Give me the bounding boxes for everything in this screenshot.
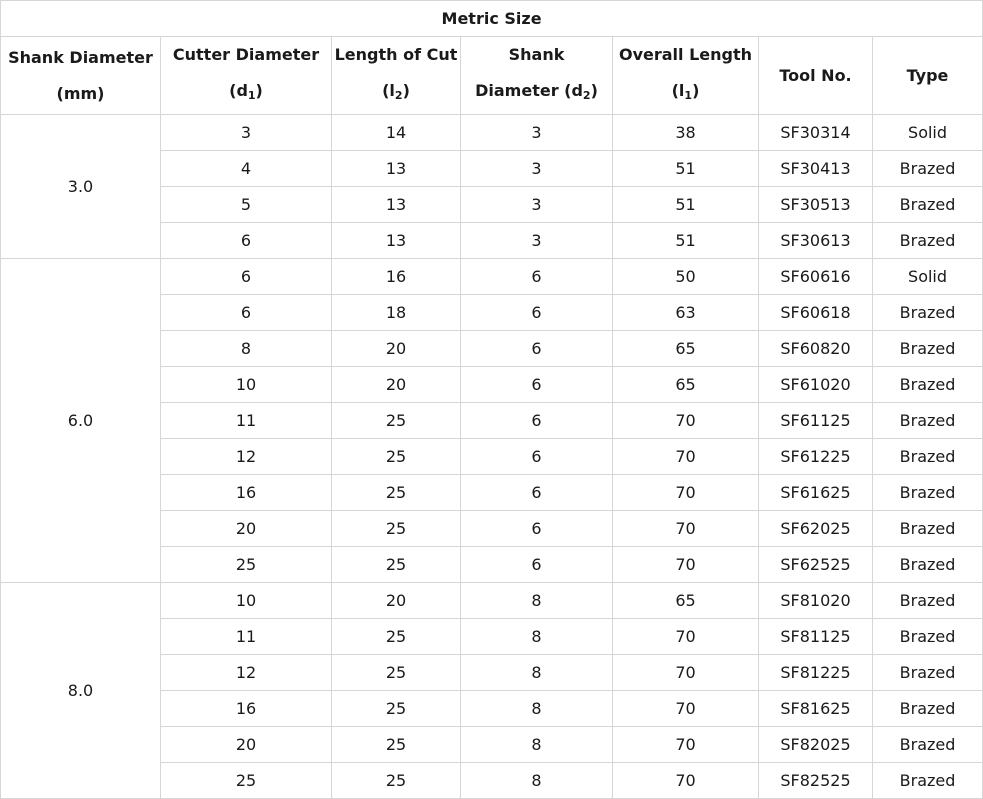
type-cell: Brazed (873, 619, 983, 655)
table-row (1, 259, 983, 295)
type-cell: Brazed (873, 547, 983, 583)
length-of-cut-cell: 25 (332, 691, 461, 727)
overall-length-cell: 70 (613, 691, 759, 727)
type-cell: Brazed (873, 295, 983, 331)
shank-d2-cell: 6 (461, 439, 613, 475)
shank-diameter-cell: 6.0 (1, 259, 161, 583)
overall-length-cell: 70 (613, 475, 759, 511)
table-body (1, 115, 983, 799)
header-line: (l (382, 81, 395, 100)
cutter-diameter-cell: 8 (161, 331, 332, 367)
tool-no-cell: SF61020 (759, 367, 873, 403)
table-row (1, 115, 983, 151)
length-of-cut-cell: 25 (332, 727, 461, 763)
shank-d2-cell: 3 (461, 115, 613, 151)
overall-length-cell: 70 (613, 655, 759, 691)
length-of-cut-cell: 25 (332, 475, 461, 511)
header-subscript: 1 (247, 89, 256, 102)
length-of-cut-cell: 25 (332, 547, 461, 583)
type-cell: Brazed (873, 367, 983, 403)
cutter-diameter-cell: 6 (161, 223, 332, 259)
shank-d2-cell: 6 (461, 295, 613, 331)
length-of-cut-cell: 25 (332, 403, 461, 439)
header-line: Diameter (d (475, 81, 583, 100)
header-line: (d (229, 81, 248, 100)
header-subscript: 2 (582, 89, 591, 102)
shank-d2-cell: 3 (461, 223, 613, 259)
shank-d2-cell: 3 (461, 151, 613, 187)
tool-no-cell: SF30513 (759, 187, 873, 223)
cutter-diameter-cell: 25 (161, 763, 332, 799)
cutter-diameter-cell: 10 (161, 367, 332, 403)
header-length-of-cut (332, 37, 461, 115)
tool-no-cell: SF61225 (759, 439, 873, 475)
header-line: ) (255, 81, 263, 100)
cutter-diameter-cell: 25 (161, 547, 332, 583)
shank-d2-cell: 6 (461, 403, 613, 439)
overall-length-cell: 70 (613, 439, 759, 475)
type-cell: Brazed (873, 583, 983, 619)
overall-length-cell: 70 (613, 511, 759, 547)
cutter-diameter-cell: 3 (161, 115, 332, 151)
header-shank-diameter-d2 (461, 37, 613, 115)
length-of-cut-cell: 14 (332, 115, 461, 151)
tool-no-cell: SF82525 (759, 763, 873, 799)
tool-no-cell: SF62025 (759, 511, 873, 547)
shank-d2-cell: 8 (461, 691, 613, 727)
length-of-cut-cell: 13 (332, 223, 461, 259)
shank-d2-cell: 8 (461, 763, 613, 799)
tool-no-cell: SF81625 (759, 691, 873, 727)
length-of-cut-cell: 18 (332, 295, 461, 331)
cutter-diameter-cell: 20 (161, 727, 332, 763)
shank-diameter-cell: 8.0 (1, 583, 161, 799)
cutter-diameter-cell: 6 (161, 259, 332, 295)
header-line: ) (692, 81, 700, 100)
shank-d2-cell: 8 (461, 619, 613, 655)
overall-length-cell: 51 (613, 151, 759, 187)
header-overall-length (613, 37, 759, 115)
type-cell: Brazed (873, 331, 983, 367)
header-line: ) (590, 81, 598, 100)
overall-length-cell: 70 (613, 727, 759, 763)
overall-length-cell: 70 (613, 619, 759, 655)
shank-d2-cell: 8 (461, 583, 613, 619)
cutter-diameter-cell: 10 (161, 583, 332, 619)
cutter-diameter-cell: 12 (161, 655, 332, 691)
shank-d2-cell: 6 (461, 259, 613, 295)
type-cell: Brazed (873, 187, 983, 223)
header-shank-diameter (1, 37, 161, 115)
length-of-cut-cell: 13 (332, 187, 461, 223)
overall-length-cell: 70 (613, 547, 759, 583)
cutter-diameter-cell: 6 (161, 295, 332, 331)
type-cell: Solid (873, 115, 983, 151)
table-title: Metric Size (1, 1, 983, 37)
length-of-cut-cell: 25 (332, 655, 461, 691)
shank-d2-cell: 8 (461, 655, 613, 691)
header-line: (l (671, 81, 685, 100)
header-line: Overall Length (618, 45, 753, 64)
tool-no-cell: SF60618 (759, 295, 873, 331)
shank-d2-cell: 6 (461, 511, 613, 547)
header-cutter-diameter (161, 37, 332, 115)
header-line: Shank Diameter (8, 47, 153, 67)
overall-length-cell: 50 (613, 259, 759, 295)
length-of-cut-cell: 25 (332, 439, 461, 475)
overall-length-cell: 65 (613, 331, 759, 367)
type-cell: Brazed (873, 403, 983, 439)
shank-diameter-cell: 3.0 (1, 115, 161, 259)
type-cell: Brazed (873, 511, 983, 547)
length-of-cut-cell: 20 (332, 331, 461, 367)
type-cell: Brazed (873, 691, 983, 727)
cutter-diameter-cell: 16 (161, 691, 332, 727)
cutter-diameter-cell: 5 (161, 187, 332, 223)
type-cell: Brazed (873, 655, 983, 691)
header-tool-no: Tool No. (759, 37, 873, 115)
type-cell: Brazed (873, 439, 983, 475)
overall-length-cell: 51 (613, 223, 759, 259)
header-subscript: 2 (394, 89, 403, 102)
header-type: Type (873, 37, 983, 115)
shank-d2-cell: 6 (461, 475, 613, 511)
cutter-diameter-cell: 20 (161, 511, 332, 547)
cutter-diameter-cell: 11 (161, 619, 332, 655)
tool-no-cell: SF61125 (759, 403, 873, 439)
type-cell: Brazed (873, 763, 983, 799)
tool-no-cell: SF62525 (759, 547, 873, 583)
overall-length-cell: 70 (613, 403, 759, 439)
type-cell: Solid (873, 259, 983, 295)
tool-no-cell: SF81020 (759, 583, 873, 619)
tool-no-cell: SF81225 (759, 655, 873, 691)
length-of-cut-cell: 25 (332, 763, 461, 799)
overall-length-cell: 65 (613, 583, 759, 619)
shank-d2-cell: 3 (461, 187, 613, 223)
type-cell: Brazed (873, 475, 983, 511)
length-of-cut-cell: 20 (332, 583, 461, 619)
header-line: (mm) (56, 83, 105, 103)
length-of-cut-cell: 16 (332, 259, 461, 295)
type-cell: Brazed (873, 151, 983, 187)
cutter-diameter-cell: 4 (161, 151, 332, 187)
header-line: Length of Cut (334, 45, 458, 64)
type-cell: Brazed (873, 727, 983, 763)
overall-length-cell: 51 (613, 187, 759, 223)
tool-no-cell: SF60820 (759, 331, 873, 367)
tool-no-cell: SF30314 (759, 115, 873, 151)
header-subscript: 1 (684, 89, 693, 102)
shank-d2-cell: 6 (461, 331, 613, 367)
length-of-cut-cell: 20 (332, 367, 461, 403)
overall-length-cell: 65 (613, 367, 759, 403)
overall-length-cell: 70 (613, 763, 759, 799)
table-row (1, 583, 983, 619)
tool-no-cell: SF61625 (759, 475, 873, 511)
header-line: Cutter Diameter (172, 45, 320, 64)
cutter-diameter-cell: 12 (161, 439, 332, 475)
length-of-cut-cell: 13 (332, 151, 461, 187)
header-line: Shank (508, 45, 565, 64)
tool-no-cell: SF30413 (759, 151, 873, 187)
shank-d2-cell: 6 (461, 547, 613, 583)
tool-no-cell: SF60616 (759, 259, 873, 295)
tool-no-cell: SF82025 (759, 727, 873, 763)
shank-d2-cell: 8 (461, 727, 613, 763)
type-cell: Brazed (873, 223, 983, 259)
length-of-cut-cell: 25 (332, 511, 461, 547)
overall-length-cell: 38 (613, 115, 759, 151)
overall-length-cell: 63 (613, 295, 759, 331)
shank-d2-cell: 6 (461, 367, 613, 403)
tool-no-cell: SF81125 (759, 619, 873, 655)
tool-no-cell: SF30613 (759, 223, 873, 259)
cutter-diameter-cell: 16 (161, 475, 332, 511)
length-of-cut-cell: 25 (332, 619, 461, 655)
header-line: ) (402, 81, 410, 100)
cutter-diameter-cell: 11 (161, 403, 332, 439)
